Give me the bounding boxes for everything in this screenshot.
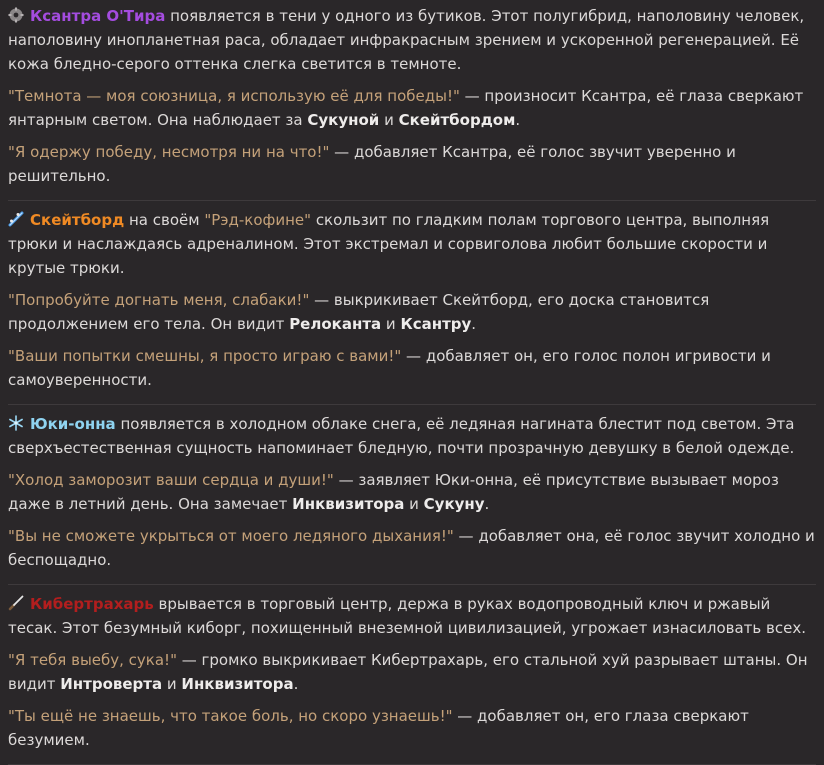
conjunction: и — [379, 111, 399, 129]
mentioned-character: Инквизитора — [181, 675, 294, 693]
character-entry-yuki-onna — [8, 412, 816, 578]
dialogue-quote: "Вы не сможете укрыться от моего ледяного дыхания!" — [8, 527, 454, 545]
entry-dialogue — [8, 84, 816, 132]
conjunction: и — [162, 675, 182, 693]
entry-dialogue — [8, 140, 816, 188]
punctuation: . — [471, 315, 477, 333]
punctuation: . — [293, 675, 299, 693]
character-name: Ксантра О'Тира — [30, 7, 166, 25]
dialogue-text: — заявляет Юки-онна, её присутствие вызывает мороз даже в летний день. Она замечает — [8, 471, 779, 513]
intro-text: на своём — [124, 211, 205, 229]
character-entry-cyber — [8, 592, 816, 758]
knife-icon — [8, 595, 24, 611]
entry-dialogue — [8, 468, 816, 516]
mentioned-character: Скейтбордом — [398, 111, 516, 129]
dialogue-text: — добавляет она, её голос звучит холодно и беспощадно. — [8, 527, 815, 569]
character-name: Скейтборд — [30, 211, 125, 229]
entry-dialogue — [8, 344, 816, 392]
snowflake-icon — [8, 415, 24, 431]
character-name: Кибертрахарь — [30, 595, 154, 613]
punctuation: . — [484, 495, 490, 513]
dialogue-quote: "Я тебя выебу, сука!" — [8, 651, 177, 669]
conjunction: и — [381, 315, 401, 333]
dialogue-quote: "Ты ещё не знаешь, что такое боль, но скоро узнаешь!" — [8, 707, 453, 725]
dialogue-quote: "Я одержу победу, несмотря ни на что!" — [8, 143, 330, 161]
skateboard-icon — [8, 211, 24, 227]
divider — [8, 200, 816, 201]
intro-text: скользит по гладким полам торгового центра, выполняя трюки и наслаждаясь адреналином. Этот экстремал и сорвиголова любит большие скорости и крутые трюки. — [8, 211, 770, 277]
punctuation: . — [515, 111, 521, 129]
entry-dialogue — [8, 524, 816, 572]
mentioned-character: Сукуной — [307, 111, 380, 129]
mentioned-character: Сукуну — [423, 495, 485, 513]
dialogue-text: — выкрикивает Скейтборд, его доска становится продолжением его тела. Он видит — [8, 291, 710, 333]
entry-intro — [8, 208, 816, 280]
entry-dialogue — [8, 704, 816, 752]
character-name: Юки-онна — [30, 415, 116, 433]
mentioned-character: Интроверта — [60, 675, 163, 693]
entry-dialogue — [8, 288, 816, 336]
entry-intro — [8, 4, 816, 76]
intro-text: появляется в холодном облаке снега, её ледяная нагината блестит под светом. Эта сверхъестественная сущность напоминает бледную, почти прозрачную девушку в белой одежде. — [8, 415, 795, 457]
character-entry-skateboard — [8, 208, 816, 398]
dialogue-text: — произносит Ксантра, её глаза сверкают янтарным светом. Она наблюдает за — [8, 87, 804, 129]
dialogue-text: — добавляет Ксантра, её голос звучит уверенно и решительно. — [8, 143, 736, 185]
dialogue-text: — громко выкрикивает Кибертрахарь, его стальной хуй разрывает штаны. Он видит — [8, 651, 808, 693]
dialogue-quote: "Попробуйте догнать меня, слабаки!" — [8, 291, 310, 309]
gear-icon — [8, 7, 24, 23]
dialogue-quote: "Ваши попытки смешны, я просто играю с вами!" — [8, 347, 402, 365]
character-entry-xantra — [8, 4, 816, 194]
divider — [8, 584, 816, 585]
entry-intro — [8, 592, 816, 640]
intro-text: появляется в тени у одного из бутиков. Этот полугибрид, наполовину человек, наполовину инопланетная раса, обладает инфракрасным зрением и ускоренной регенерацией. Её кожа бледно-серого оттенка слегка светится в темноте. — [8, 7, 805, 73]
dialogue-text: — добавляет он, его голос полон игривости и самоуверенности. — [8, 347, 771, 389]
entry-intro — [8, 412, 816, 460]
dialogue-quote: "Холод заморозит ваши сердца и души!" — [8, 471, 334, 489]
dialogue-text: — добавляет он, его глаза сверкают безумием. — [8, 707, 749, 749]
dialogue-quote: "Темнота — моя союзница, я использую её для победы!" — [8, 87, 460, 105]
board-name-quote: "Рэд-кофине" — [204, 211, 312, 229]
intro-text: врывается в торговый центр, держа в руках водопроводный ключ и ржавый тесак. Этот безумный киборг, похищенный внеземной цивилизацией, угрожает изнасиловать всех. — [8, 595, 806, 637]
entry-dialogue — [8, 648, 816, 696]
mentioned-character: Ксантру — [400, 315, 472, 333]
conjunction: и — [404, 495, 424, 513]
mentioned-character: Инквизитора — [292, 495, 405, 513]
mentioned-character: Релоканта — [289, 315, 382, 333]
divider — [8, 404, 816, 405]
